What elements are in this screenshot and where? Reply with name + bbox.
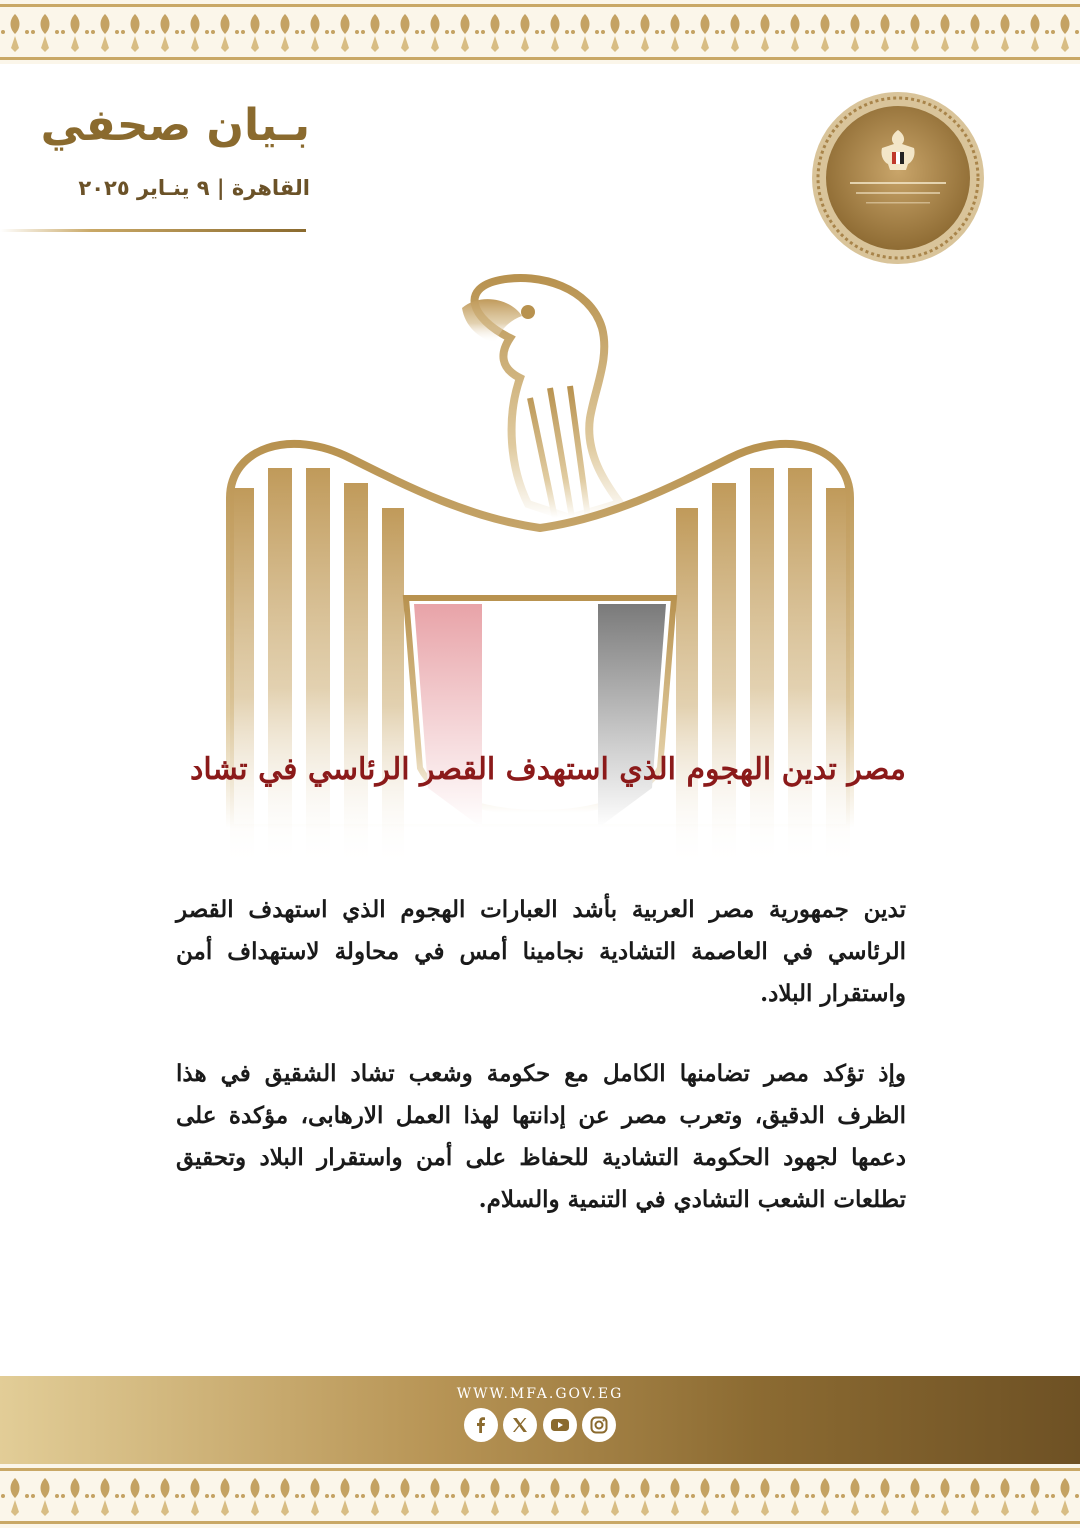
facebook-icon[interactable]	[464, 1408, 498, 1442]
social-icons-row	[464, 1408, 616, 1444]
statement-paragraph-1: تدين جمهورية مصر العربية بأشد العبارات الهجوم الذي استهدف القصر الرئاسي في العاصمة التشادية نجامينا أمس في محاولة لاستهداف أمن واستقرار البلاد.	[176, 896, 906, 1007]
dateline: القاهرة | ٩ ينـاير ٢٠٢٥	[78, 176, 310, 200]
page-title: بـيان صحفي	[40, 100, 310, 151]
instagram-icon[interactable]	[582, 1408, 616, 1442]
statement-headline: مصر تدين الهجوم الذي استهدف القصر الرئاسي في تشاد	[190, 752, 906, 787]
bottom-ornamental-border	[0, 1464, 1080, 1528]
x-icon[interactable]	[503, 1408, 537, 1442]
youtube-icon[interactable]	[543, 1408, 577, 1442]
statement-paragraph-2: وإذ تؤكد مصر تضامنها الكامل مع حكومة وشعب تشاد الشقيق في هذا الظرف الدقيق، وتعرب مصر عن إدانتها لهذا العمل الارهابى، مؤكدة على دعمها لجهود الحكومة التشادية للحفاظ على أمن واستقرار البلاد وتحقيق تطلعات الشعب التشادي في التنمية والسلام.	[176, 1060, 906, 1213]
header-divider	[0, 229, 306, 232]
ministry-seal-logo	[810, 90, 986, 266]
top-ornamental-border	[0, 0, 1080, 64]
website-link[interactable]: WWW.MFA.GOV.EG	[456, 1386, 624, 1402]
footer-band	[0, 1376, 1080, 1468]
eagle-emblem-watermark	[210, 268, 870, 888]
